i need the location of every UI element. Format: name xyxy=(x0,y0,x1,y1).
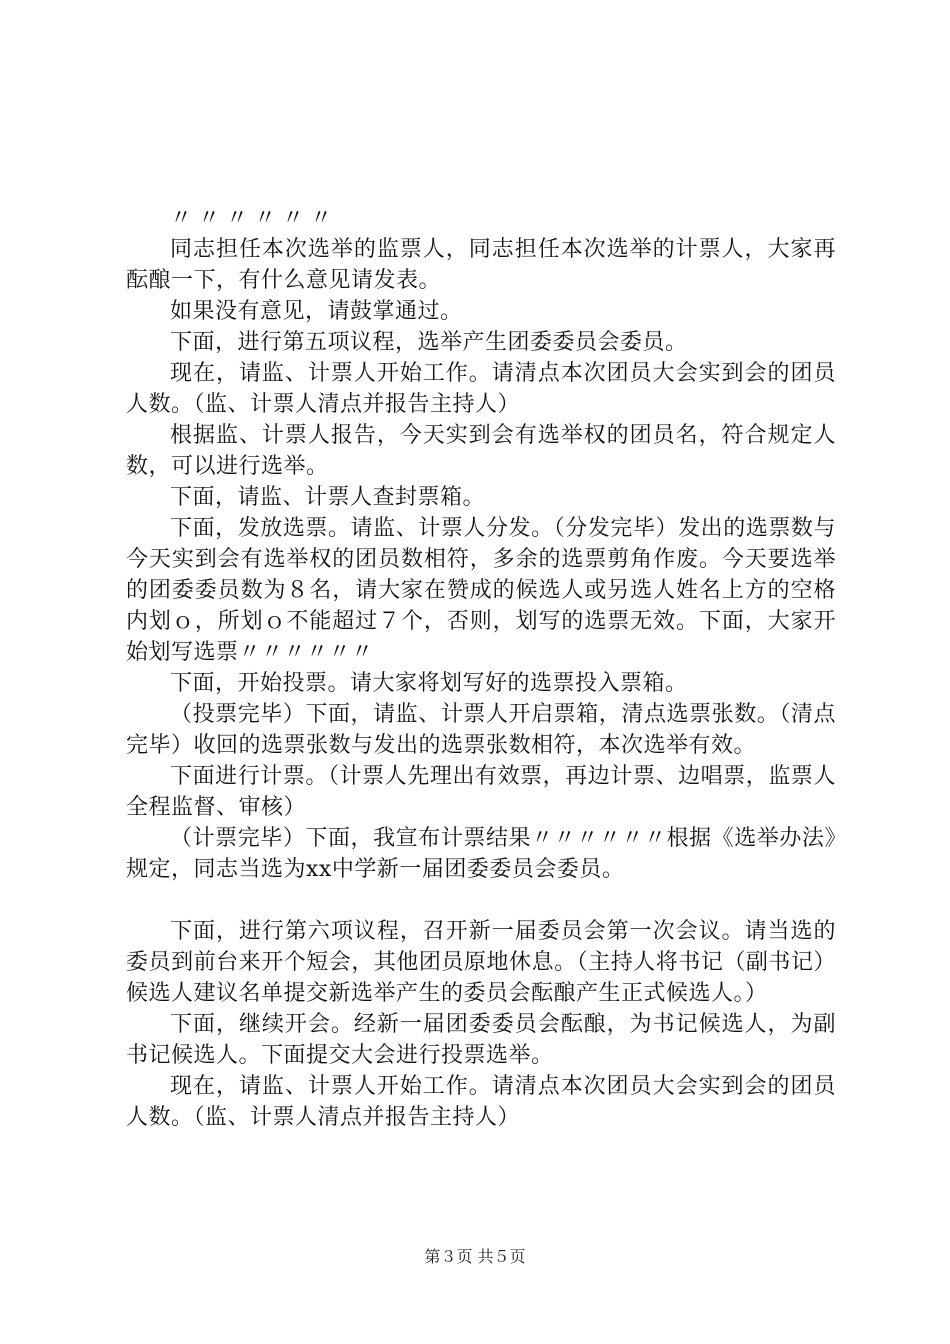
paragraph-quorum-report: 根据监、计票人报告，今天实到会有选举权的团员名，符合规定人数，可以进行选举。 xyxy=(126,423,836,479)
paragraph-count-attendance: 现在，请监、计票人开始工作。请清点本次团员大会实到会的团员人数。（监、计票人清点并报告主持人） xyxy=(126,361,836,417)
page-number-footer: 第３页 共５页 xyxy=(424,1247,526,1266)
paragraph-vote-counting: 下面进行计票。（计票人先理出有效票，再边计票、边唱票，监票人全程监督、审核） xyxy=(126,764,836,820)
document-body xyxy=(126,203,836,1133)
ditto-marks-line: 〃〃〃〃〃〃 xyxy=(170,206,339,231)
paragraph-continue-meeting: 下面，继续开会。经新一届团委委员会酝酿，为书记候选人，为副书记候选人。下面提交大会进行投票选举。 xyxy=(126,1012,836,1068)
paragraph-agenda-item-five: 下面，进行第五项议程，选举产生团委委员会委员。 xyxy=(170,330,688,355)
paragraph-announce-results: （计票完毕）下面，我宣布计票结果〃〃〃〃〃〃根据《选举办法》规定，同志当选为xx中学新一届团委委员会委员。 xyxy=(126,826,836,882)
paragraph-cast-votes: 下面，开始投票。请大家将划写好的选票投入票箱。 xyxy=(170,671,688,696)
paragraph-open-ballot-box: （投票完毕）下面，请监、计票人开启票箱，清点选票张数。（清点完毕）收回的选票张数与发出的选票张数相符，本次选举有效。 xyxy=(126,702,836,758)
paragraph-seal-ballot-box: 下面，请监、计票人查封票箱。 xyxy=(170,485,486,510)
paragraph-agenda-item-six: 下面，进行第六项议程，召开新一届委员会第一次会议。请当选的委员到前台来开个短会，其他团员原地休息。（主持人将书记（副书记）候选人建议名单提交新选举产生的委员会酝酿产生正式候选人。） xyxy=(126,919,836,1006)
paragraph-count-attendance-again: 现在，请监、计票人开始工作。请清点本次团员大会实到会的团员人数。（监、计票人清点并报告主持人） xyxy=(126,1074,836,1130)
paragraph-distribute-ballots: 下面，发放选票。请监、计票人分发。（分发完毕）发出的选票数与今天实到会有选举权的团员数相符，多余的选票剪角作废。今天要选举的团委委员数为８名，请大家在赞成的候选人或另选人姓名上方的空格内划ｏ，所划ｏ不能超过７个，否则，划写的选票无效。下面，大家开始划写选票〃〃〃〃〃〃 xyxy=(126,516,836,665)
paragraph-applause-approval: 如果没有意见，请鼓掌通过。 xyxy=(170,299,463,324)
paragraph-monitors-appointment: 同志担任本次选举的监票人，同志担任本次选举的计票人，大家再酝酿一下，有什么意见请发表。 xyxy=(126,237,836,293)
